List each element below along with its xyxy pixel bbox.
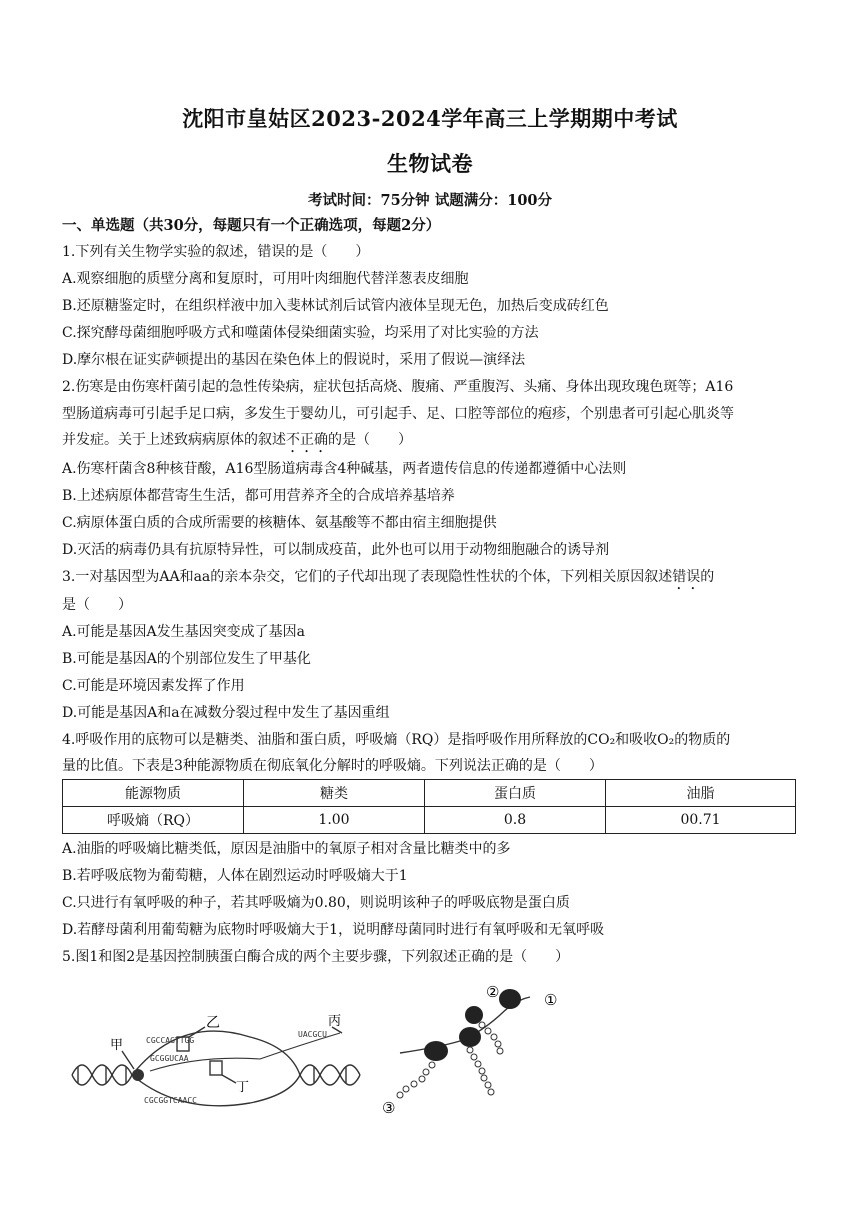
ribosome (424, 1041, 448, 1061)
q2-emphasis: 不正确 (286, 432, 328, 448)
q3-option-b: B.可能是基因A的个别部位发生了甲基化 (62, 651, 311, 667)
amino-acid (411, 1081, 417, 1087)
amino-acid (403, 1086, 409, 1092)
table-cell: 1.00 (244, 807, 425, 834)
q4-stem-line1: 4.呼吸作用的底物可以是糖类、油脂和蛋白质，呼吸熵（RQ）是指呼吸作用所释放的CO₂和吸收O₂的物质的 (62, 732, 731, 748)
template-sequence: CGCGGTCAACC (144, 1096, 197, 1105)
amino-acid (485, 1028, 491, 1034)
exam-subject: 生物试卷 (387, 151, 473, 176)
q4-stem-line2: 量的比值。下表是3种能源物质在彻底氧化分解时的呼吸熵。下列说法正确的是（ ） (62, 758, 603, 774)
amino-acid (419, 1076, 425, 1082)
amino-acid (471, 1054, 477, 1060)
q1-option-a: A.观察细胞的质壁分离和复原时，可用叶肉细胞代替洋葱表皮细胞 (62, 271, 469, 287)
label-bing: 丙 (328, 1013, 342, 1028)
dna-right-strand-b (300, 1065, 360, 1085)
q1-option-c: C.探究酵母菌细胞呼吸方式和噬菌体侵染细菌实验，均采用了对比实验的方法 (62, 325, 539, 341)
dna-left-strand-a (72, 1065, 132, 1085)
q4-option-c: C.只进行有氧呼吸的种子，若其呼吸熵为0.80，则说明该种子的呼吸底物是蛋白质 (62, 895, 570, 911)
ribosome (459, 1027, 481, 1047)
exam-title: 沈阳市皇姑区2023-2024学年高三上学期期中考试 (182, 106, 678, 131)
amino-acid (467, 1047, 473, 1053)
section-title: 一、单选题（共30分，每题只有一个正确选项，每题2分） (62, 217, 441, 234)
label-yi: 乙 (206, 1016, 220, 1031)
q4-option-b: B.若呼吸底物为葡萄糖，人体在剧烈运动时呼吸熵大于1 (62, 868, 408, 884)
q4-option-d: D.若酵母菌利用葡萄糖为底物时呼吸熵大于1，说明酵母菌同时进行有氧呼吸和无氧呼吸 (62, 922, 605, 938)
q3-stem-text: 3.一对基因型为AA和aa的亲本杂交，它们的子代却出现了表现隐性性状的个体，下列相关原因叙述 (62, 569, 673, 585)
rq-table (62, 779, 796, 834)
amino-acid (423, 1069, 429, 1075)
label-ding: 丁 (236, 1079, 250, 1094)
label-jia: 甲 (110, 1037, 124, 1052)
q3-stem-line2: 是（ ） (62, 597, 132, 613)
amino-acid (475, 1061, 481, 1067)
label-circled-3: ③ (382, 1099, 396, 1117)
label-circled-2: ② (486, 983, 500, 1001)
q2-stem-line2: 型肠道病毒可引起手足口病，多发生于婴幼儿，可引起手、足、口腔等部位的疱疹，个别患者可引起心肌炎等 (62, 406, 734, 422)
q2-option-a: A.伤寒杆菌含8种核苷酸，A16型肠道病毒含4种碱基，两者遗传信息的传递都遵循中心法则 (62, 461, 627, 477)
amino-acid (479, 1022, 485, 1028)
ribosome (499, 989, 521, 1009)
table-header-cell: 油脂 (606, 780, 796, 807)
table-header-cell: 能源物质 (63, 780, 244, 807)
amino-acid (479, 1068, 485, 1074)
table-header-cell: 糖类 (244, 780, 425, 807)
q2-option-b: B.上述病原体都营寄生生活，都可用营养齐全的合成培养基培养 (62, 488, 455, 504)
q3-emphasis: 错误 (672, 569, 701, 585)
mrna-sequence: GCGGUCAA (150, 1054, 189, 1063)
amino-acid (495, 1041, 501, 1047)
translation-diagram (397, 989, 530, 1098)
q3-option-d: D.可能是基因A和a在减数分裂过程中发生了基因重组 (62, 705, 390, 721)
amino-acid (429, 1062, 435, 1068)
q3-stem-line1 (62, 567, 714, 593)
dna-coding-sequence: CGCCAGTTGG (146, 1036, 195, 1045)
pointer-jia (122, 1051, 134, 1069)
q2-stem-line3 (62, 430, 412, 456)
q5-stem: 5.图1和图2是基因控制胰蛋白酶合成的两个主要步骤，下列叙述正确的是（ ） (62, 949, 570, 965)
q2-stem-text: 并发症。关于上述致病病原体的叙述 (62, 432, 286, 448)
pointer-ding (222, 1075, 236, 1083)
q3-option-a: A.可能是基因A发生基因突变成了基因a (62, 624, 306, 640)
q4-option-a: A.油脂的呼吸熵比糖类低，原因是油脂中的氧原子相对含量比糖类中的多 (62, 841, 511, 857)
q1-stem: 1.下列有关生物学实验的叙述，错误的是（ ） (62, 244, 370, 260)
table-header-row (63, 780, 796, 807)
ribosome (465, 1006, 483, 1024)
marker-box-ding (210, 1061, 222, 1075)
q2-option-d: D.灭活的病毒仍具有抗原特异性，可以制成疫苗，此外也可以用于动物细胞融合的诱导剂 (62, 542, 610, 558)
polypeptide-chain (397, 1022, 503, 1098)
table-row (63, 807, 796, 834)
table-cell: 00.71 (606, 807, 796, 834)
q2-stem-line1: 2.伤寒是由伤寒杆菌引起的急性传染病，症状包括高烧、腹痛、严重腹泻、头痛、身体出现玫瑰色斑等；A16 (62, 379, 734, 395)
amino-acid (397, 1092, 403, 1098)
amino-acid (491, 1034, 497, 1040)
gene-expression-figure (60, 975, 620, 1125)
table-cell: 0.8 (425, 807, 606, 834)
q2-option-c: C.病原体蛋白质的合成所需要的核糖体、氨基酸等不都由宿主细胞提供 (62, 515, 497, 531)
amino-acid (488, 1089, 494, 1095)
label-circled-1: ① (544, 991, 558, 1009)
amino-acid (485, 1082, 491, 1088)
amino-acid (481, 1075, 487, 1081)
dna-right-strand-a (300, 1065, 360, 1085)
amino-acid (497, 1048, 503, 1054)
rna-tail-sequence: UACGCU (298, 1030, 327, 1039)
q1-option-d: D.摩尔根在证实萨顿提出的基因在染色体上的假说时，采用了假说—演绎法 (62, 352, 526, 368)
q3-stem-tail: 的 (700, 569, 715, 585)
exam-info: 考试时间：75分钟 试题满分：100分 (308, 192, 552, 209)
q3-option-c: C.可能是环境因素发挥了作用 (62, 678, 245, 694)
table-cell: 呼吸熵（RQ） (63, 807, 244, 834)
q2-stem-end: 的是（ ） (328, 432, 412, 448)
q1-option-b: B.还原糖鉴定时，在组织样液中加入斐林试剂后试管内液体呈现无色，加热后变成砖红色 (62, 298, 609, 314)
dna-left-strand-b (72, 1065, 132, 1085)
table-header-cell: 蛋白质 (425, 780, 606, 807)
rna-polymerase (132, 1069, 144, 1081)
